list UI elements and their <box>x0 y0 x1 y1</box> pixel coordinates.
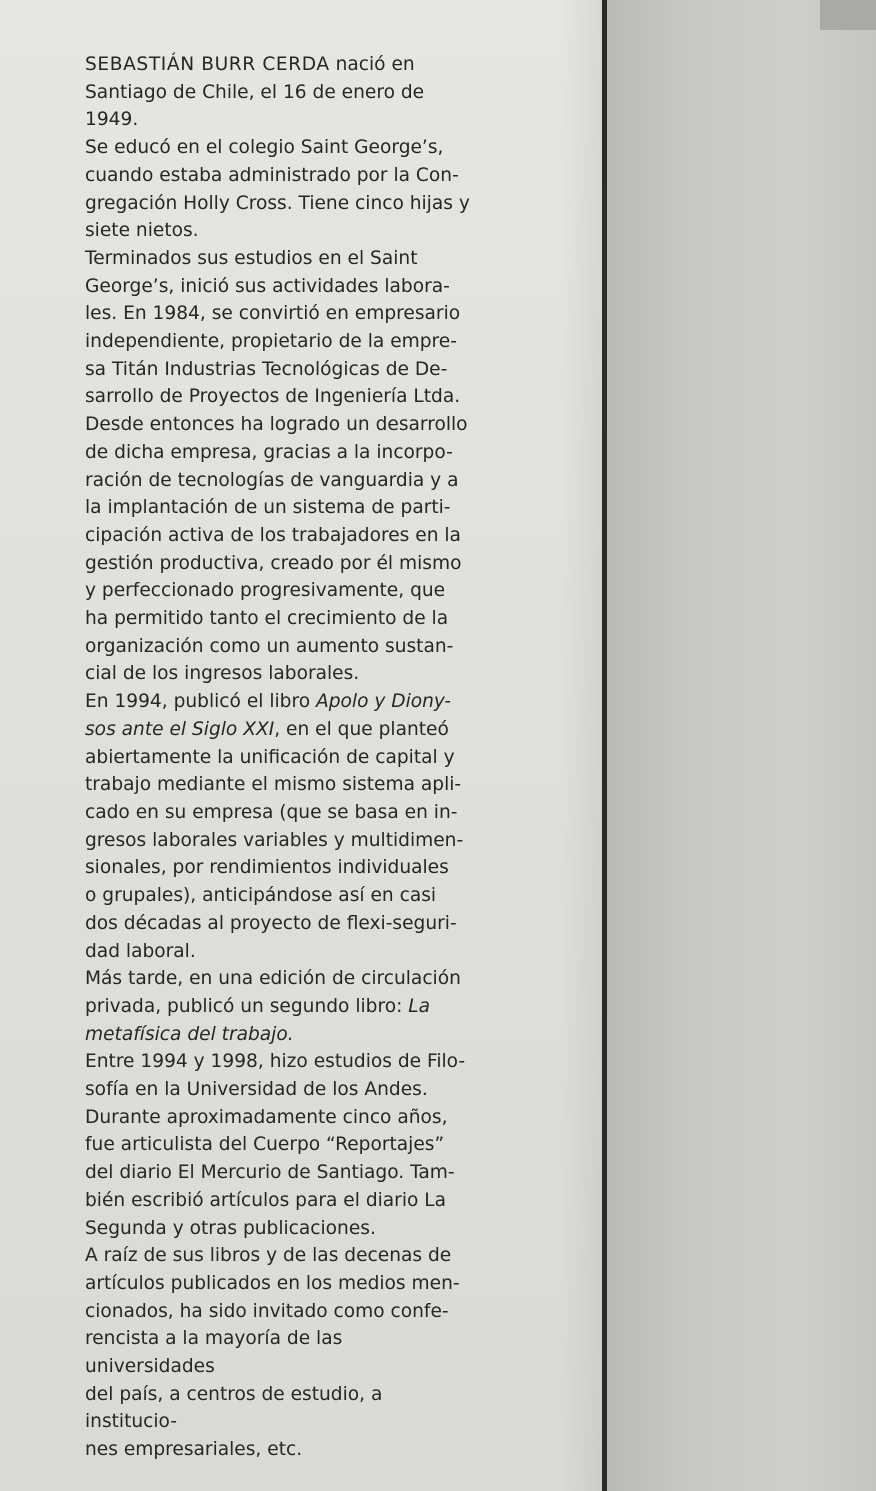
book-title-apolo-cont: sos ante el Siglo XXI <box>85 718 275 740</box>
bio-paragraph-career: Terminados sus estudios en el Saint George’s, inició sus actividades labora- les. En 1984, se convirtió en empresario independiente, propietario de la empre- sa Titán Industrias Tecnológicas de De- sarrollo de Proyectos de Ingeniería Ltda. Desde entonces ha logrado un desarrollo de dicha empresa, gracias a la incorpo- ración de tecnologías de vanguardia y a la implantación de un sistema de parti- cipación activa de los trabajadores en la gestión productiva, creado por él mismo y perfeccionado progresivamente, que ha permitido tanto el crecimiento de la organización como un aumento sustan- cial de los ingresos laborales. <box>85 247 468 685</box>
bio-paragraph-studies: Entre 1994 y 1998, hizo estudios de Filo- sofía en la Universidad de los Andes. <box>85 1051 466 1101</box>
bio-paragraph-second-book: Más tarde, en una edición de circulación privada, publicó un segundo libro: La metafísica del trabajo. <box>85 968 461 1045</box>
cover-top-corner <box>820 0 876 30</box>
author-biography <box>85 51 473 1464</box>
page-shadow <box>560 0 602 1491</box>
bio-paragraph-lectures: A raíz de sus libros y de las decenas de artículos publicados en los medios men- cionados, ha sido invitado como confe- rencista a la mayoría de las universidades del país, a centros de estudio, a institucio- nes empresariales, etc. <box>85 1245 460 1461</box>
bio-paragraph-first-book: En 1994, publicó el libro Apolo y Diony- sos ante el Siglo XXI, en el que planteó abiertamente la unificación de capital y trabajo mediante el mismo sistema apli- cado en su empresa (que se basa en in- gresos laborales variables y multidimen- sionales, por rendimientos individuales o grupales), anticipándose así en casi dos décadas al proyecto de flexi-seguri- dad laboral. <box>85 691 464 962</box>
bio-paragraph-journalism: Durante aproximadamente cinco años, fue articulista del Cuerpo “Reportajes” del diario El Mercurio de Santiago. Tam- bién escribió artículos para el diario La Segunda y otras publicaciones. <box>85 1106 455 1239</box>
book-title-metafisica-cont: metafísica del trabajo. <box>85 1023 294 1045</box>
author-name: SEBASTIÁN BURR CERDA <box>85 54 330 75</box>
book-cover-side <box>607 0 876 1491</box>
book-title-apolo: Apolo y Diony- <box>316 691 451 713</box>
book-title-metafisica: La <box>408 995 431 1017</box>
bio-paragraph-birth: SEBASTIÁN BURR CERDA nació en Santiago de Chile, el 16 de enero de 1949. Se educó en el colegio Saint George’s, cuando estaba administrado por la Con- gregación Holly Cross. Tiene cinco hijas y siete nietos. <box>85 54 470 242</box>
